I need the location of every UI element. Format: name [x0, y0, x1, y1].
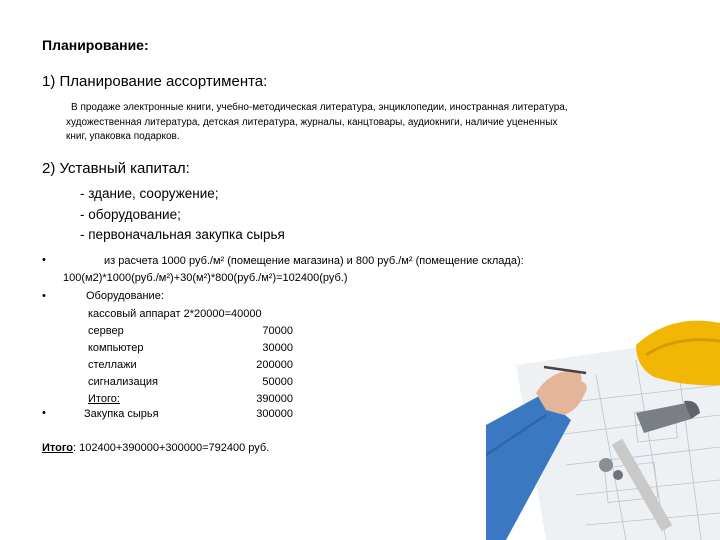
- equipment-value: 50000: [262, 376, 293, 388]
- equipment-name: стеллажи: [88, 359, 137, 371]
- bullet-marker: •: [42, 254, 46, 266]
- assortment-line: книг, упаковка подарков.: [66, 131, 180, 142]
- assortment-line: художественная литература, детская литература, журналы, канцтовары, аудиокниги, наличие уцененных: [66, 116, 558, 128]
- capital-item: - здание, сооружение;: [80, 186, 219, 201]
- capital-item: - первоначальная закупка сырья: [80, 227, 285, 242]
- equipment-row: [88, 323, 293, 340]
- equipment-name: сервер: [88, 325, 124, 337]
- equipment-total-value: 390000: [256, 393, 293, 405]
- raw-materials-value: 300000: [256, 408, 293, 420]
- equipment-value: 70000: [262, 325, 293, 337]
- equipment-row: [88, 357, 293, 374]
- equipment-row: [88, 374, 293, 391]
- page-heading: Планирование:: [42, 37, 149, 53]
- capital-item: - оборудование;: [80, 206, 181, 222]
- bullet-marker: •: [42, 290, 46, 302]
- equipment-value: 200000: [256, 359, 293, 371]
- equipment-row: [88, 306, 293, 323]
- bolt: [599, 458, 613, 472]
- equipment-total-row: [88, 391, 293, 408]
- equipment-name: кассовый аппарат 2*20000=40000: [88, 308, 262, 320]
- grand-total: [42, 442, 269, 454]
- section-assortment-title: 1) Планирование ассортимента:: [42, 73, 268, 90]
- section-capital-title: 2) Уставный капитал:: [42, 160, 190, 177]
- bullet-marker: •: [42, 407, 46, 419]
- bolt: [613, 470, 623, 480]
- grand-total-label: Итого: [42, 442, 74, 454]
- equipment-total-label: Итого:: [88, 393, 120, 405]
- equipment-row: [88, 340, 293, 357]
- equipment-value: 30000: [262, 342, 293, 354]
- premises-calc-text: из расчета 1000 руб./м² (помещение магазина) и 800 руб./м² (помещение склада):: [104, 255, 524, 267]
- premises-calc-formula: 100(м2)*1000(руб./м²)+30(м²)*800(руб./м²)=102400(руб.): [63, 272, 348, 284]
- raw-materials-label: Закупка сырья: [84, 408, 159, 420]
- equipment-title: Оборудование:: [86, 290, 164, 302]
- equipment-name: сигнализация: [88, 376, 158, 388]
- raw-materials-row: [84, 408, 293, 420]
- equipment-name: компьютер: [88, 342, 144, 354]
- section-assortment-text: [66, 101, 636, 145]
- blueprint-illustration: [486, 315, 720, 540]
- capital-list: [80, 184, 285, 246]
- equipment-table: [88, 306, 293, 408]
- grand-total-value: : 102400+390000+300000=792400 руб.: [73, 442, 270, 454]
- assortment-line: В продаже электронные книги, учебно-методическая литература, энциклопедии, иностранная литература,: [71, 102, 568, 113]
